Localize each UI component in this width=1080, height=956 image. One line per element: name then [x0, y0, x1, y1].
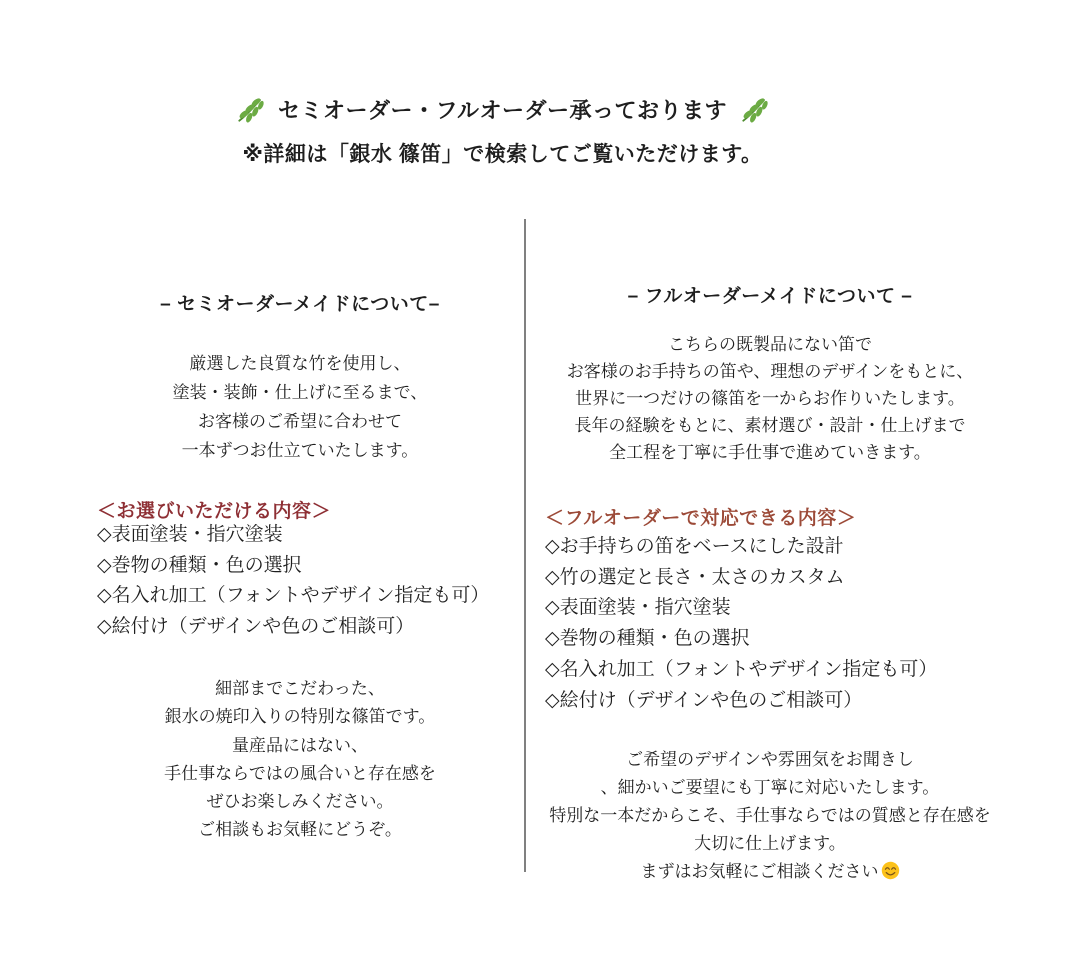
- option-item: ◇表面塗装・指穴塗装: [545, 597, 731, 619]
- smiling-face-icon: [881, 861, 900, 880]
- semi-order-options-list: [97, 520, 489, 642]
- header-title: セミオーダー・フルオーダー承っております: [277, 98, 728, 123]
- header: [0, 94, 1005, 168]
- outro-line: 細部までこだわった、: [215, 679, 385, 698]
- intro-line: お客様のご希望に合わせて: [198, 412, 402, 431]
- option-item: ◇竹の選定と長さ・太さのカスタム: [545, 566, 845, 588]
- option-item: ◇絵付け（デザインや色のご相談可）: [545, 689, 863, 711]
- option-item: ◇表面塗装・指穴塗装: [97, 524, 283, 545]
- outro-last-text: まずはお気軽にご相談ください: [640, 862, 879, 881]
- full-order-outro: [535, 746, 1005, 886]
- option-item: ◇お手持ちの笛をベースにした設計: [545, 536, 844, 557]
- semi-order-heading: – セミオーダーメイドについて–: [160, 294, 440, 315]
- full-order-heading: – フルオーダーメイドについて –: [627, 286, 913, 307]
- intro-line: こちらの既製品にない笛で: [668, 335, 872, 354]
- outro-last-line: [535, 858, 1005, 886]
- intro-line: 一本ずつお仕立ていたします。: [181, 441, 419, 460]
- intro-line: 塗装・装飾・仕上げに至るまで、: [172, 383, 428, 402]
- outro-line: 大切に仕上げます。: [694, 834, 846, 853]
- outro-line: ご相談もお気軽にどうぞ。: [198, 820, 402, 840]
- intro-line: 厳選した良質な竹を使用し、: [189, 354, 411, 373]
- full-order-options-list: [545, 532, 937, 716]
- semi-order-intro: [90, 349, 510, 465]
- outro-line: ご希望のデザインや雰囲気をお聞きし: [626, 750, 914, 769]
- herb-leaf-icon: [739, 94, 770, 125]
- outro-lines: [535, 746, 1005, 858]
- intro-line: 全工程を丁寧に手仕事で進めていきます。: [609, 443, 931, 462]
- option-item: ◇巻物の種類・色の選択: [97, 554, 302, 576]
- outro-line: 量産品にはない、: [232, 735, 368, 755]
- intro-line: 長年の経験をもとに、素材選び・設計・仕上げまで: [574, 416, 966, 435]
- option-item: ◇名入れ加工（フォントやデザイン指定も可）: [97, 585, 490, 606]
- outro-line: 銀水の焼印入りの特別な篠笛です。: [164, 707, 436, 727]
- option-item: ◇巻物の種類・色の選択: [545, 628, 750, 650]
- column-divider: [524, 219, 526, 872]
- intro-line: お客様のお手持ちの笛や、理想のデザインをもとに、: [566, 362, 974, 381]
- outro-line: 、細かいご要望にも丁寧に対応いたします。: [600, 778, 940, 797]
- full-order-intro: [535, 331, 1005, 466]
- outro-line: 特別な一本だからこそ、手仕事ならではの質感と存在感を: [549, 806, 991, 825]
- outro-line: ぜひお楽しみください。: [206, 792, 394, 812]
- outro-line: 手仕事ならではの風合いと存在感を: [164, 763, 436, 783]
- option-item: ◇名入れ加工（フォントやデザイン指定も可）: [545, 658, 938, 680]
- option-item: ◇絵付け（デザインや色のご相談可）: [97, 615, 415, 637]
- semi-order-options-heading: ＜お選びいただける内容＞: [97, 501, 332, 522]
- full-order-options-heading: ＜フルオーダーで対応できる内容＞: [545, 508, 857, 529]
- intro-line: 世界に一つだけの篠笛を一からお作りいたします。: [575, 389, 965, 408]
- semi-order-outro: [90, 675, 510, 845]
- header-subtitle: ※詳細は「銀水 篠笛」で検索してご覧いただけます。: [242, 143, 763, 166]
- herb-leaf-icon: [235, 94, 266, 125]
- header-title-row: [0, 94, 1005, 125]
